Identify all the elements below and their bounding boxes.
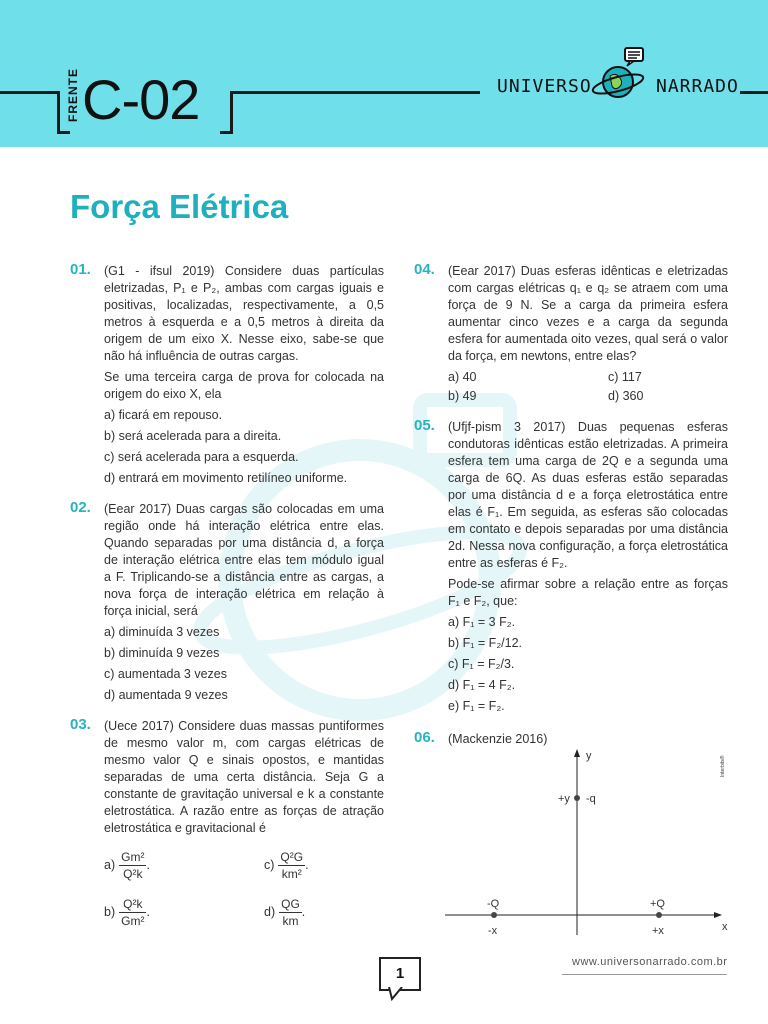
credit-label: Interbits®: [720, 755, 726, 777]
option[interactable]: b) F₁ = F₂/12.: [448, 636, 523, 650]
option[interactable]: b) será acelerada para a direita.: [104, 429, 282, 443]
y-axis-label: y: [586, 750, 592, 762]
question-source: (Mackenzie 2016): [448, 732, 548, 746]
section-code: C-02: [82, 68, 200, 131]
question-text: (Ufjf-pism 3 2017) Duas pequenas esferas condutoras idênticas estão eletrizadas. A primeira esfera tem uma carga de 2Q e a segunda uma carga de 6Q. As duas esferas estão separadas por uma distância d e a força eletrostática entre elas é F₁. Em seguida, as esferas são colocadas em contato e depois separadas por uma distância 2d. Nessa nova configuração, a força eletrostática entre as esferas é F₂.: [448, 420, 729, 570]
charge-plus-Q: [656, 912, 662, 918]
right-column: [414, 261, 729, 748]
option[interactable]: a) 40: [448, 370, 477, 384]
option[interactable]: d) 360: [608, 389, 644, 403]
option[interactable]: e) F₁ = F₂.: [448, 699, 505, 713]
brand-left-text: UNIVERSO: [497, 76, 592, 97]
minus-x-label: -x: [488, 925, 498, 937]
left-column: [70, 261, 384, 929]
header-bracket-right: [220, 91, 233, 134]
question-text: (G1 - ifsul 2019) Considere duas partículas eletrizadas, P₁ e P₂, ambas com cargas iguais e positivas, localizadas, respectivamente, a 0,5 metros à esquerda e a 0,5 metros à direita da origem de um eixo X. Nesse eixo, sabe-se que não há influência de outras cargas.: [104, 264, 384, 363]
option[interactable]: a) ficará em repouso.: [104, 408, 223, 422]
option[interactable]: a) diminuída 3 vezes: [104, 625, 220, 639]
minus-Q-label: -Q: [487, 898, 500, 910]
option[interactable]: b) 49: [448, 389, 477, 403]
question-text: (Eear 2017) Duas esferas idênticas e eletrizadas com cargas elétricas q₁ e q₂ se atraem com uma força de 9 N. Se a carga da primeira esfera aumentar cinco vezes e a carga da segunda esfera for aumentada oito vezes, qual será o valor da força, em newtons, entre elas?: [448, 264, 728, 363]
option[interactable]: c) $\frac{\text{Q²G}}{\text{km²}}$ .: [264, 850, 309, 881]
speech-tail-icon: [388, 987, 408, 1001]
question-number: 01.: [70, 261, 91, 278]
option[interactable]: a) $\frac{\text{Gm²}}{\text{Q²k}}$ .: [104, 850, 150, 881]
plus-y-label: +y: [558, 793, 570, 805]
coordinate-diagram: [440, 745, 740, 945]
footer-url[interactable]: www.universonarrado.com.br: [572, 956, 728, 968]
question-text: Pode-se afirmar sobre a relação entre as forças F₁ e F₂, que:: [448, 577, 728, 608]
globe-logo-icon: [588, 44, 650, 106]
minus-q-label: -q: [586, 793, 596, 805]
page-title: Força Elétrica: [70, 188, 289, 225]
question-03: [70, 716, 384, 929]
page-number: 1: [379, 957, 421, 991]
question-01: [70, 261, 384, 487]
question-04: [414, 261, 728, 405]
question-text: (Eear 2017) Duas cargas são colocadas em uma região onde há interação elétrica entre elas. Quando separadas por uma distância d, a força de interação elétrica entre elas tem módulo igual a F. Triplicando-se a distância entre as cargas, a nova força de interação elétrica em relação à força inicial, será: [104, 502, 384, 618]
option[interactable]: c) aumentada 3 vezes: [104, 667, 227, 681]
question-number: 04.: [414, 261, 435, 278]
plus-x-label: +x: [652, 925, 664, 937]
y-axis-arrow: [574, 749, 580, 757]
option[interactable]: c) será acelerada para a esquerda.: [104, 450, 299, 464]
question-number: 02.: [70, 499, 91, 516]
charge-minus-q: [574, 795, 580, 801]
question-05: [414, 417, 729, 715]
option[interactable]: d) aumentada 9 vezes: [104, 688, 228, 702]
question-number: 05.: [414, 417, 435, 434]
brand-right-text: NARRADO: [656, 76, 739, 97]
footer-rule: [562, 974, 727, 975]
question-text: Se uma terceira carga de prova for colocada na origem do eixo X, ela: [104, 370, 384, 401]
option[interactable]: a) F₁ = 3 F₂.: [448, 615, 516, 629]
option[interactable]: c) 117: [608, 370, 642, 384]
options-grid: [448, 369, 728, 405]
fraction-options: [104, 849, 384, 929]
question-number: 03.: [70, 716, 91, 733]
question-text: (Uece 2017) Considere duas massas puntiformes de mesmo valor m, com cargas elétricas de mesmo valor Q e sinais opostos, e mantidas separadas de uma certa distância. Seja G a constante de gravitação universal e k a constante eletrostática. A razão entre as forças de atração eletrostática e gravitacional é: [104, 719, 384, 835]
header-rule-right: [740, 91, 768, 94]
question-number: 06.: [414, 729, 435, 746]
option[interactable]: b) diminuída 9 vezes: [104, 646, 220, 660]
option[interactable]: d) $\frac{QG}{km}$ .: [264, 897, 306, 928]
x-axis-label: x: [722, 921, 728, 933]
x-axis-arrow: [714, 912, 722, 918]
option[interactable]: b) $\frac{\text{Q²k}}{\text{Gm²}}$ .: [104, 897, 150, 928]
header-rule-left: [0, 91, 57, 94]
frente-label: FRENTE: [66, 68, 80, 122]
option[interactable]: c) F₁ = F₂/3.: [448, 657, 515, 671]
charge-minus-Q: [491, 912, 497, 918]
plus-Q-label: +Q: [650, 898, 665, 910]
question-02: [70, 499, 384, 704]
header-rule-mid: [230, 91, 480, 94]
option[interactable]: d) F₁ = 4 F₂.: [448, 678, 516, 692]
option[interactable]: d) entrará em movimento retilíneo uniforme.: [104, 471, 348, 485]
